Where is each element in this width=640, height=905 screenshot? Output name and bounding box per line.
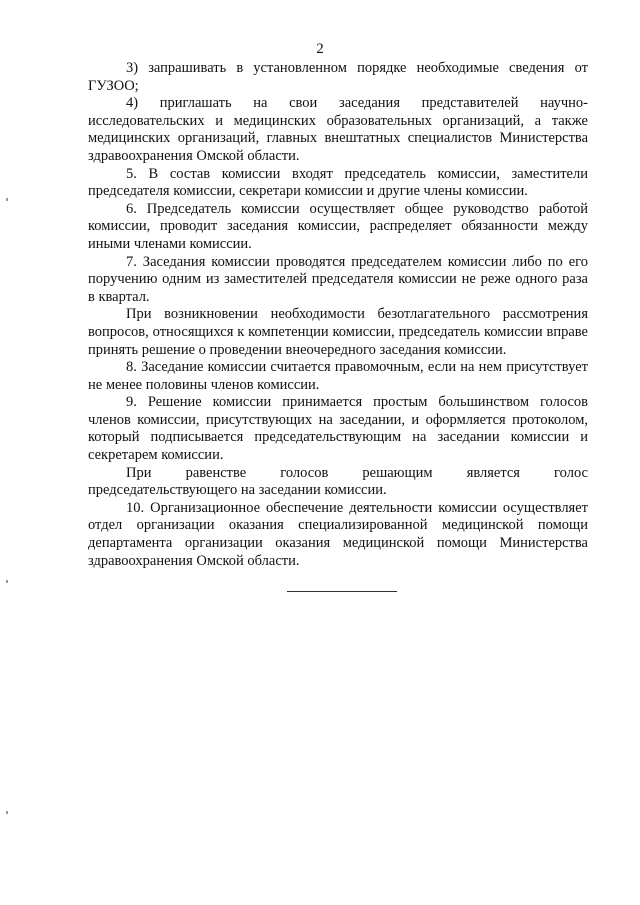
scan-margin-mark — [6, 580, 8, 583]
paragraph-item-10: 10. Организационное обеспечение деятельности комиссии осуществляет отдел организации оказания специализированной медицинской помощи департамента организации оказания медицинской помощи Министерства здравоохранения Омской области. — [88, 499, 588, 569]
paragraph-item-5: 5. В состав комиссии входят председатель комиссии, заместители председателя комиссии, секретари комиссии и другие члены комиссии. — [88, 165, 588, 200]
page-number: 2 — [316, 41, 324, 57]
document-body — [88, 60, 588, 570]
scan-margin-mark — [6, 811, 8, 814]
paragraph-item-6: 6. Председатель комиссии осуществляет общее руководство работой комиссии, проводит заседания комиссии, распределяет обязанности между иными членами комиссии. — [88, 200, 588, 252]
paragraph-clause-4: 4) приглашать на свои заседания представителей научно-исследовательских и медицинских образовательных организаций, а также медицинских организаций, главных внештатных специалистов Министерства здравоохранения Омской области. — [88, 95, 588, 164]
paragraph-item-7: 7. Заседания комиссии проводятся председателем комиссии либо по его поручению одним из заместителей председателя комиссии не реже одного раза в квартал. — [88, 253, 588, 305]
end-divider-line — [287, 591, 397, 592]
paragraph-item-8: 8. Заседание комиссии считается правомочным, если на нем присутствует не менее половины членов комиссии. — [88, 359, 588, 393]
paragraph-clause-3: 3) запрашивать в установленном порядке необходимые сведения от ГУЗОО; — [88, 60, 588, 94]
paragraph-item-9: 9. Решение комиссии принимается простым большинством голосов членов комиссии, присутствующих на заседании, и оформляется протоколом, который подписывается председательствующим на заседании комиссии и секретарем комиссии. — [88, 394, 588, 464]
paragraph-item-7-extra: При возникновении необходимости безотлагательного рассмотрения вопросов, относящихся к компетенции комиссии, председатель комиссии вправе принять решение о проведении внеочередного заседания комиссии. — [88, 306, 588, 358]
paragraph-item-9-extra: При равенстве голосов решающим является голос председательствующего на заседании комиссии. — [88, 464, 588, 499]
scan-margin-mark — [6, 198, 8, 201]
